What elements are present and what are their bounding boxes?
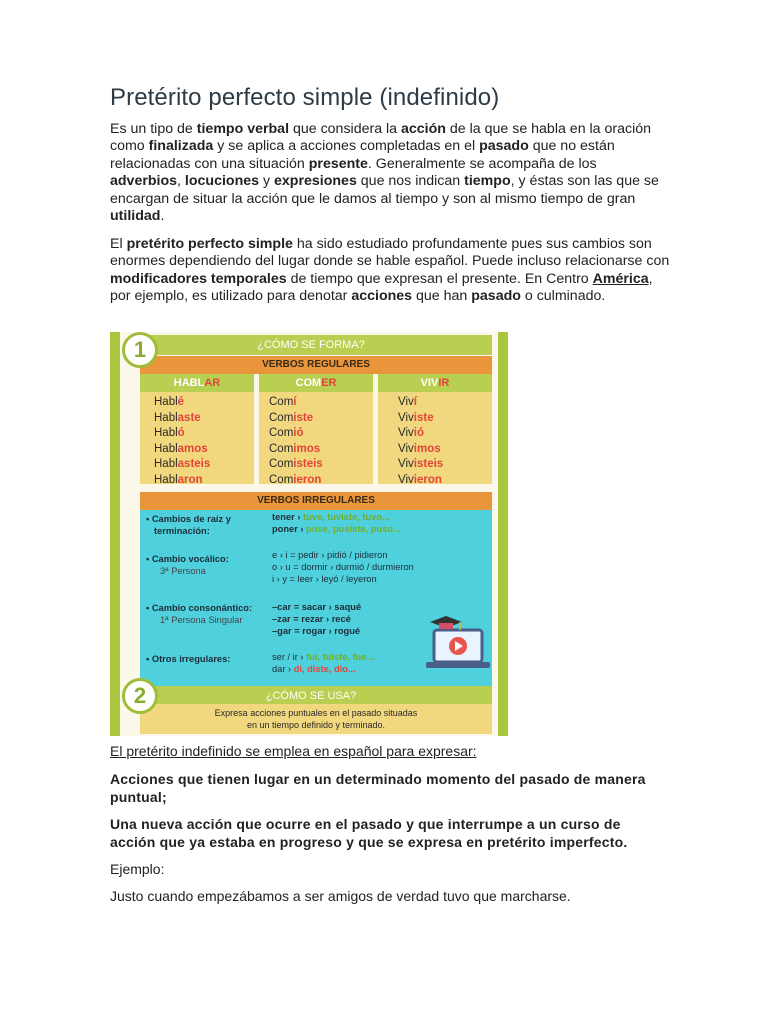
conjugation-row — [154, 426, 210, 442]
text-run: . — [160, 208, 165, 225]
use-2: Una nueva acción que ocurre en el pasado y que interrumpe a un curso de acción que ya estaba en progreso y que se expresa en pretérito imperfecto. — [110, 816, 628, 850]
conjugation-ending: imos — [293, 442, 321, 455]
text-run: que han — [412, 288, 472, 305]
text-run: América — [592, 270, 649, 287]
category-consonantico: • Cambio consonántico: 1ª Persona Singular — [146, 603, 253, 625]
conjugation-row — [398, 411, 443, 427]
conjugation-row — [269, 395, 323, 411]
conjugation-stem: Com — [269, 442, 294, 455]
conjugation-ending: asteis — [177, 458, 211, 471]
text-run: de tiempo que expresan el presente. En Centro — [286, 270, 593, 287]
example-label: Ejemplo: — [110, 861, 165, 877]
infographic — [110, 332, 508, 736]
conjugation-row — [154, 457, 210, 473]
page-title: Pretérito perfecto simple (indefinido) — [110, 84, 500, 111]
conjugation-ending: ieron — [293, 473, 322, 486]
conjugation-stem: Habl — [154, 427, 178, 440]
conjugation-ending: í — [293, 396, 297, 408]
text-run: y se aplica a acciones completadas en el — [213, 138, 480, 155]
conjugation-stem: Com — [269, 458, 294, 471]
conjugation-row — [398, 457, 443, 473]
conjugation-ending: imos — [413, 442, 441, 455]
conjugation-stem: Com — [269, 411, 294, 424]
category-otros: • Otros irregulares: — [146, 654, 231, 664]
column-head-er: COMER — [259, 374, 373, 392]
conjugation-list-er — [269, 395, 323, 489]
conjugation-ending: ió — [413, 427, 425, 440]
text-run: El — [110, 236, 127, 252]
conjugation-list-ar — [154, 395, 210, 489]
category-otros-examples: ser / ir › fui, fuiste, fue... dar › di, diste, dio... — [272, 652, 375, 674]
text-run: . Generalmente se acompaña de los — [367, 155, 597, 172]
conjugation-stem: Habl — [154, 396, 178, 408]
category-vocalico: • Cambio vocálico: 3ª Persona — [146, 554, 229, 576]
conjugation-row — [398, 395, 443, 411]
conjugation-stem: Habl — [154, 411, 178, 424]
conjugation-row — [398, 442, 443, 458]
section-header-usa: ¿CÓMO SE USA? — [130, 686, 492, 706]
category-consonantico-examples: –car = sacar › saqué –zar = rezar › recé –gar = rogar › rogué — [272, 602, 362, 636]
category-raiz: • Cambios de raíz y terminación: — [146, 514, 231, 536]
conjugation-stem: Viv — [398, 411, 414, 424]
text-run: que considera la — [289, 121, 402, 137]
conjugation-list-ir — [398, 395, 443, 489]
conjugation-row — [154, 442, 210, 458]
verbos-irregulares-header: VERBOS IRREGULARES — [140, 492, 492, 510]
conjugation-stem: Habl — [154, 442, 178, 455]
conjugation-ending: isteis — [293, 458, 323, 471]
step-1-badge: 1 — [122, 332, 158, 368]
text-run: locuciones — [184, 173, 260, 190]
text-run: que no están relacionadas con una situación — [110, 138, 615, 172]
text-run: expresiones — [274, 173, 357, 190]
laptop-graduation-icon — [420, 612, 496, 672]
conjugation-stem: Viv — [398, 396, 414, 408]
text-run: pasado — [471, 288, 521, 305]
conjugation-row — [269, 426, 323, 442]
conjugation-row — [269, 473, 323, 489]
conjugation-ending: é — [177, 396, 185, 408]
conjugation-stem: Viv — [398, 427, 414, 440]
text-run: , por ejemplo, es utilizado para denotar — [110, 270, 653, 305]
text-run: tiempo — [464, 173, 511, 190]
conjugation-ending: ieron — [413, 473, 442, 486]
conjugation-stem: Habl — [154, 473, 178, 486]
conjugation-stem: Com — [269, 396, 294, 408]
uses-intro: El pretérito indefinido se emplea en español para expresar: — [110, 743, 477, 759]
step-2-badge: 2 — [122, 678, 158, 714]
infographic-panel — [120, 332, 498, 736]
conjugation-ending: isteis — [413, 458, 444, 471]
conjugation-ending: ó — [177, 427, 185, 440]
text-run: pasado — [479, 138, 529, 155]
conjugation-stem: Com — [269, 473, 294, 486]
category-raiz-examples: tener › tuve, tuviste, tuvo... poner › puse, pusiste, puso... — [272, 512, 401, 534]
conjugation-stem: Com — [269, 427, 294, 440]
section-header-forma: ¿CÓMO SE FORMA? — [130, 335, 492, 355]
use-1: Acciones que tienen lugar en un determinado momento del pasado de manera puntual; — [110, 771, 646, 805]
conjugation-row — [398, 426, 443, 442]
second-paragraph — [110, 236, 670, 306]
column-head-ir: VIVIR — [378, 374, 492, 392]
text-run: , — [177, 173, 185, 190]
intro-paragraph — [110, 121, 670, 225]
conjugation-stem: Viv — [398, 473, 414, 486]
conjugation-ending: amos — [177, 442, 208, 455]
conjugation-ending: aste — [177, 411, 201, 424]
conjugation-row — [269, 442, 323, 458]
conjugation-stem: Viv — [398, 442, 414, 455]
conjugation-row — [398, 473, 443, 489]
text-run: acción — [401, 121, 446, 137]
conjugation-ending: iste — [413, 411, 434, 424]
text-run: finalizada — [148, 138, 214, 155]
conjugation-row — [154, 473, 210, 489]
conjugation-ending: iste — [293, 411, 314, 424]
conjugation-row — [154, 395, 210, 411]
example-sentence: Justo cuando empezábamos a ser amigos de verdad tuvo que marcharse. — [110, 888, 571, 904]
conjugation-ending: í — [413, 396, 417, 408]
text-run: modificadores temporales — [110, 270, 287, 287]
conjugation-stem: Habl — [154, 458, 178, 471]
text-run: ha sido estudiado profundamente pues sus cambios son enormes dependiendo del lugar donde se hable español. Puede incluso relacionarse con — [110, 236, 670, 270]
conjugation-ending: ió — [293, 427, 304, 440]
text-run: Es un tipo de — [110, 121, 197, 137]
column-head-ar: HABLAR — [140, 374, 254, 392]
text-run: de la que se habla en la oración como — [110, 121, 652, 155]
verbos-regulares-header: VERBOS REGULARES — [140, 356, 492, 374]
text-run: , y éstas son las que se encargan de situar la acción que le damos al tiempo y son al mismo tiempo de gran — [110, 173, 659, 207]
text-run: y — [259, 173, 275, 190]
text-run: acciones — [351, 288, 413, 305]
text-run: que nos indican — [356, 173, 465, 190]
conjugation-stem: Viv — [398, 458, 414, 471]
conjugation-row — [269, 457, 323, 473]
text-run: pretérito perfecto simple — [126, 236, 293, 252]
conjugation-row — [154, 411, 210, 427]
text-run: presente — [308, 155, 368, 172]
conjugation-ending: aron — [177, 473, 203, 486]
text-run: utilidad — [110, 208, 161, 225]
text-run: o culminado. — [520, 288, 606, 305]
category-vocalico-examples: e › i = pedir › pidió / pidieron o › u = dormir › durmió / durmieron i › y = leer › leyó / leyeron — [272, 550, 414, 584]
text-run: tiempo verbal — [196, 121, 290, 137]
usage-box: Expresa acciones puntuales en el pasado situadas en un tiempo definido y terminado. — [140, 704, 492, 734]
conjugation-row — [269, 411, 323, 427]
text-run: adverbios — [110, 173, 178, 190]
